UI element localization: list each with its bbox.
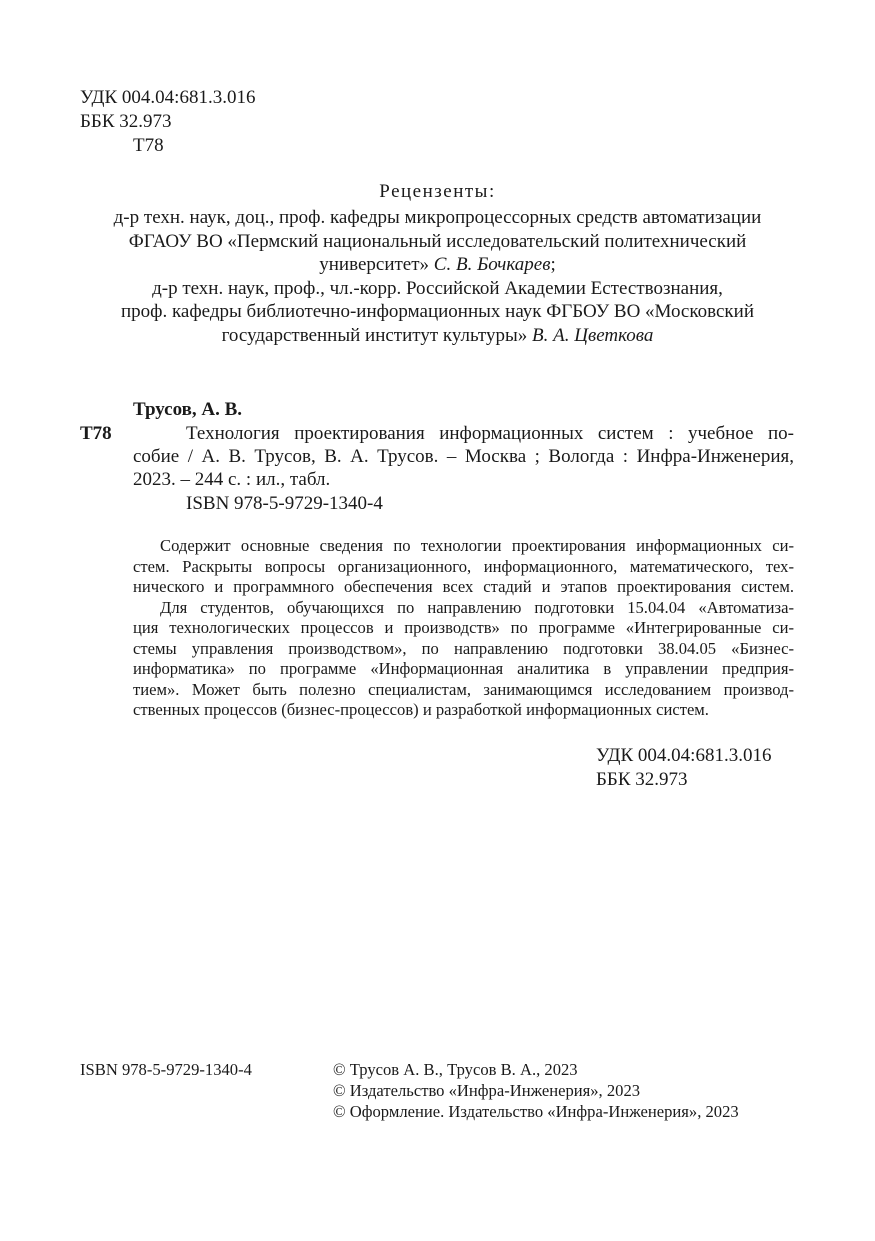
footer-isbn: ISBN 978-5-9729-1340-4 <box>80 1060 252 1079</box>
reviewer-1-name: С. В. Бочкарев <box>433 254 551 275</box>
annotation-line: Содержит основные сведения по технологии проектирования информационных си- <box>160 536 794 555</box>
reviewer-1-line-2: ФГАОУ ВО «Пермский национальный исследовательский политехнический <box>128 231 747 252</box>
catalog-mark: Т78 <box>80 423 112 444</box>
reviewers-heading: Рецензенты: <box>379 181 496 202</box>
annotation-line: стемы управления производством», по направлению подготовки 38.04.05 «Бизнес- <box>133 639 794 658</box>
catalog-author: Трусов, А. В. <box>133 399 243 420</box>
bbk-code: ББК 32.973 <box>80 111 172 132</box>
reviewer-1-separator: ; <box>550 254 556 275</box>
author-mark: Т78 <box>133 135 164 156</box>
copyright-publisher: © Издательство «Инфра-Инженерия», 2023 <box>333 1081 641 1100</box>
udk-code-bottom: УДК 004.04:681.3.016 <box>596 745 772 766</box>
bbk-code-bottom: ББК 32.973 <box>596 769 688 790</box>
reviewer-2-affiliation-end: государственный институт культуры» <box>221 325 528 346</box>
reviewer-2-line-2: проф. кафедры библиотечно-информационных наук ФГБОУ ВО «Московский <box>121 301 754 322</box>
copyright-design: © Оформление. Издательство «Инфра-Инженерия», 2023 <box>333 1102 739 1121</box>
reviewer-2-line-1: д-р техн. наук, проф., чл.-корр. Российской Академии Естествознания, <box>152 278 723 299</box>
annotation-line: стем. Раскрыты вопросы организационного, информационного, математического, тех- <box>133 557 794 576</box>
annotation-line: информатика» по программе «Информационная аналитика в управлении предприя- <box>133 659 794 678</box>
catalog-line-1: Технология проектирования информационных систем : учебное по- <box>186 423 794 444</box>
annotation-line: тием». Может быть полезно специалистам, занимающимся исследованием производ- <box>133 680 794 699</box>
reviewer-1-affiliation-end: университет» <box>319 254 430 275</box>
catalog-line-3: 2023. – 244 с. : ил., табл. <box>133 469 331 490</box>
reviewer-2-name: В. А. Цветкова <box>532 325 654 346</box>
reviewer-1-line-3 <box>0 253 875 276</box>
annotation-line: Для студентов, обучающихся по направлению подготовки 15.04.04 «Автоматиза- <box>160 598 794 617</box>
catalog-line-2: собие / А. В. Трусов, В. А. Трусов. – Москва ; Вологда : Инфра-Инженерия, <box>133 446 794 467</box>
annotation-line: нического и программного обеспечения всех стадий и этапов проектирования систем. <box>133 577 794 596</box>
annotation-line: ция технологических процессов и производств» по программе «Интегрированные си- <box>133 618 794 637</box>
udk-code: УДК 004.04:681.3.016 <box>80 87 256 108</box>
annotation-line: ственных процессов (бизнес-процессов) и разработкой информационных систем. <box>133 700 709 719</box>
catalog-isbn: ISBN 978-5-9729-1340-4 <box>186 493 383 514</box>
copyright-authors: © Трусов А. В., Трусов В. А., 2023 <box>333 1060 578 1079</box>
reviewer-1-line-1: д-р техн. наук, доц., проф. кафедры микропроцессорных средств автоматизации <box>113 207 762 228</box>
reviewer-2-line-3 <box>0 324 875 347</box>
